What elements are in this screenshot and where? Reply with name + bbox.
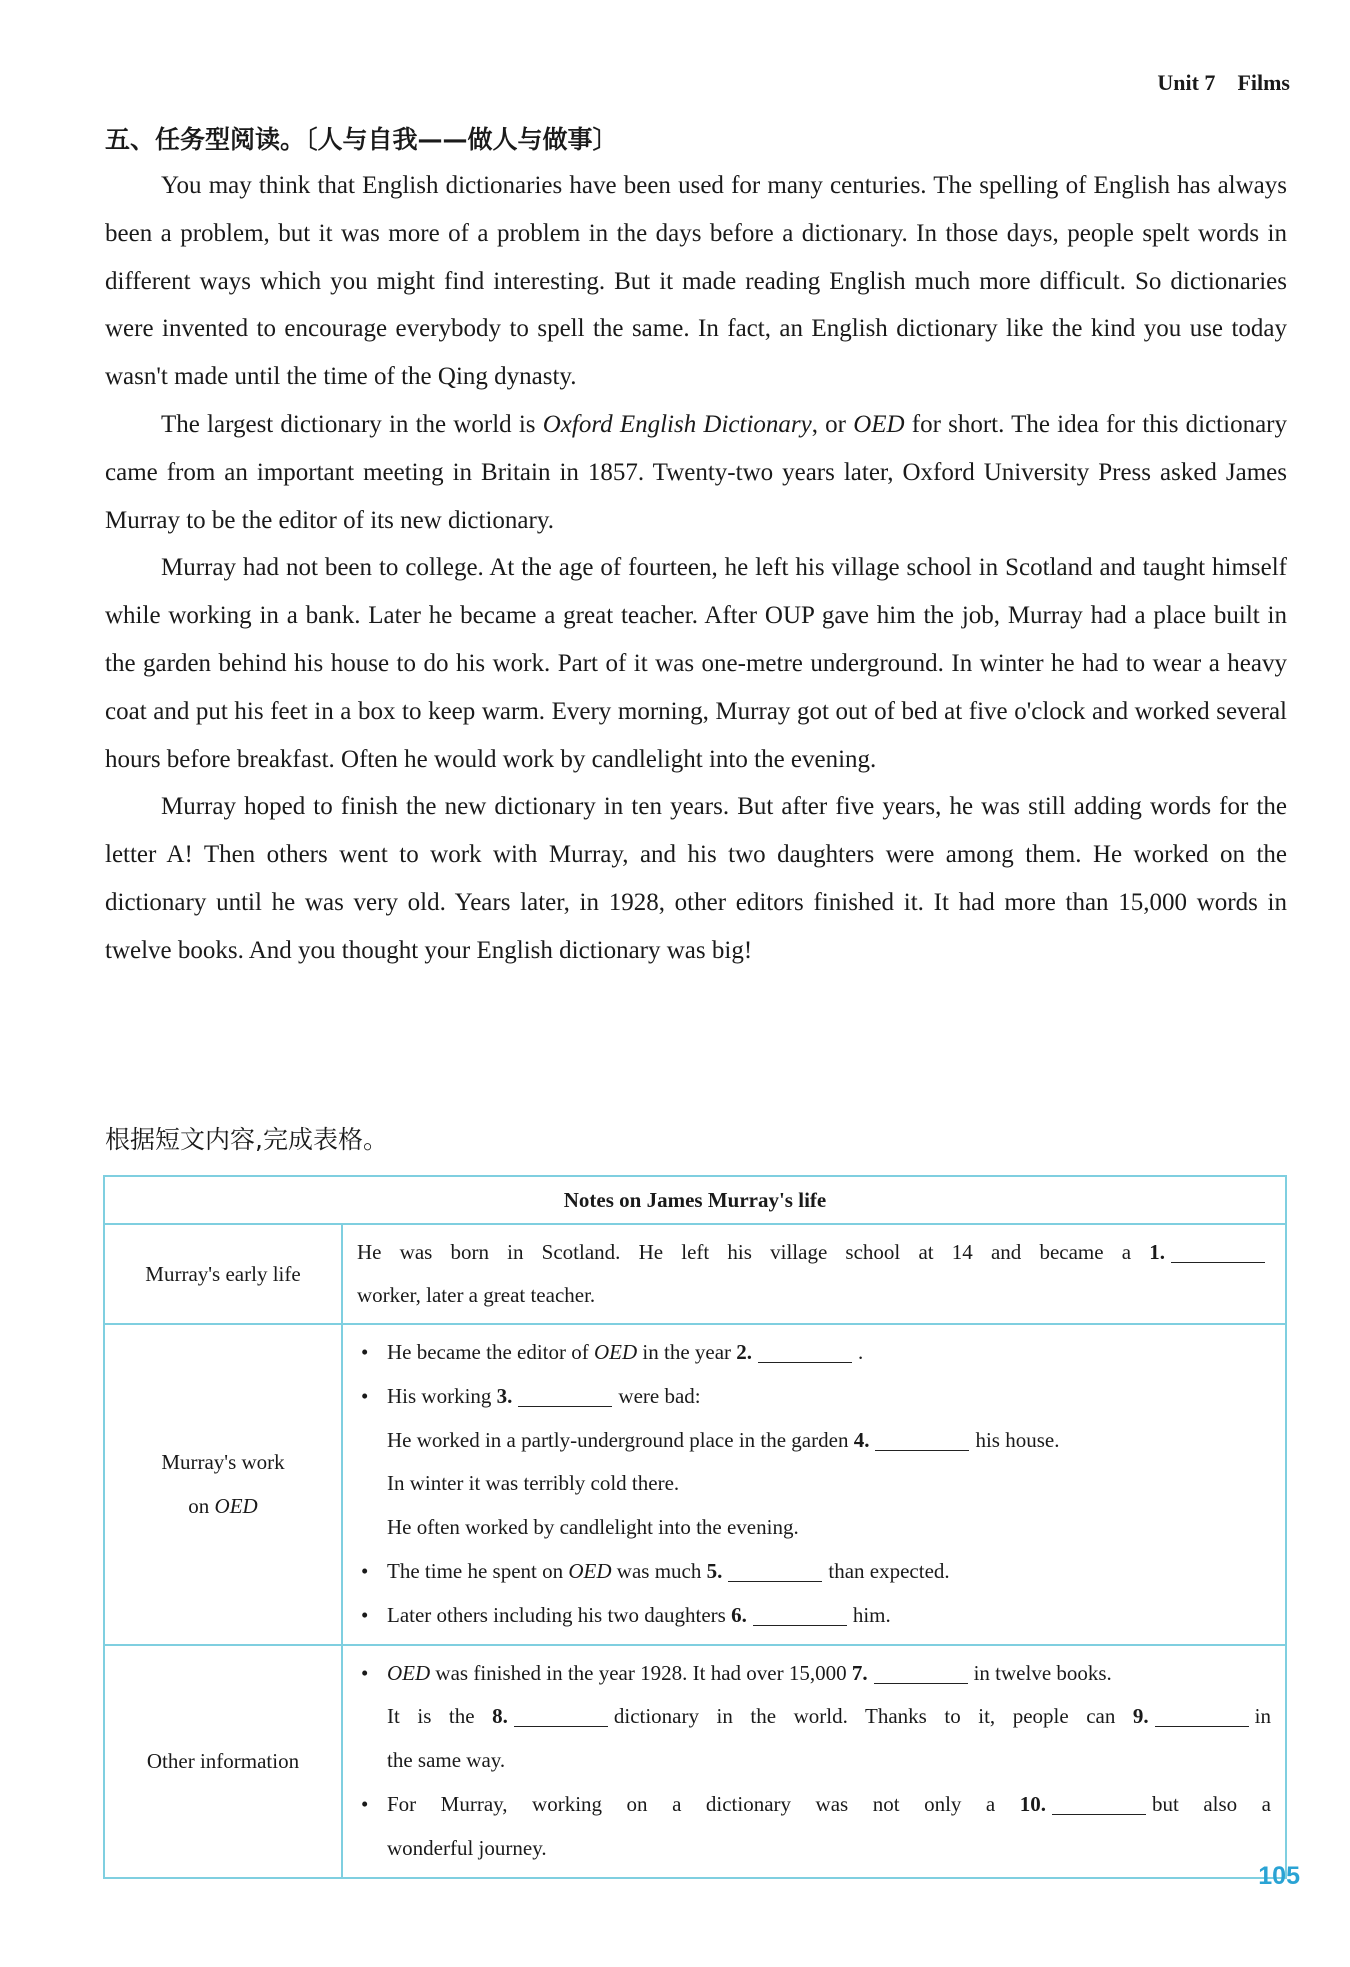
blank-number-8: 8. xyxy=(492,1704,508,1729)
work-label-oed: OED xyxy=(214,1494,258,1519)
blank-number-7: 7. xyxy=(851,1660,868,1685)
text: For Murray, working on a dictionary was not only a xyxy=(387,1791,1020,1816)
answer-blank-7[interactable] xyxy=(874,1682,968,1684)
paragraph-2 xyxy=(105,401,1287,544)
early-life-line-1 xyxy=(357,1231,1271,1274)
oed: OED xyxy=(594,1340,638,1364)
other-bullet-2 xyxy=(357,1783,1271,1827)
blank-number-10: 10. xyxy=(1019,1791,1046,1816)
answer-blank-6[interactable] xyxy=(753,1624,847,1626)
text: dictionary in the world. Thanks to it, people can xyxy=(613,1704,1133,1729)
work-label-line-1: Murray's work xyxy=(161,1450,285,1475)
text: The time he spent on xyxy=(387,1558,569,1583)
text: in xyxy=(1254,1704,1271,1729)
text: He became the editor of xyxy=(387,1340,594,1364)
other-bullet-1 xyxy=(357,1652,1271,1696)
p2-text-c: for short. The idea for this dictionary came from an important meeting in Britain in 1857. Twenty-two years later, Oxford University Press asked James Murray to be the editor of its new dictionary. xyxy=(105,410,1287,534)
text: were bad: xyxy=(618,1383,701,1408)
text: . xyxy=(858,1340,864,1364)
work-sub-1 xyxy=(357,1419,1271,1463)
other-line-2 xyxy=(357,1695,1271,1739)
text: was finished in the year 1928. It had over 15,000 xyxy=(430,1660,852,1685)
early-life-content xyxy=(342,1224,1286,1324)
paragraph-1: You may think that English dictionaries have been used for many centuries. The spelling of English has always been a problem, but it was more of a problem in the days before a dictionary. In those days, people spelt words in different ways which you might find interesting. But it made reading English much more difficult. So dictionaries were invented to encourage everybody to spell the same. In fact, an English dictionary like the kind you use today wasn't made until the time of the Qing dynasty. xyxy=(105,172,1287,391)
text: It is the xyxy=(387,1704,493,1729)
other-line-3: the same way. xyxy=(387,1748,506,1773)
p2-text-a: The largest dictionary in the world is xyxy=(161,410,543,438)
oed: OED xyxy=(387,1660,431,1685)
work-label xyxy=(104,1324,342,1645)
work-label-line-2 xyxy=(109,1484,337,1528)
blank-number-2: 2. xyxy=(736,1340,753,1364)
oed: OED xyxy=(568,1558,612,1583)
text: He worked in a partly-underground place in the garden xyxy=(387,1427,854,1452)
text: but also a xyxy=(1152,1791,1272,1816)
unit-title: Films xyxy=(1237,70,1290,95)
blank-number-4: 4. xyxy=(853,1427,870,1452)
text: him. xyxy=(852,1602,891,1627)
early-life-label: Murray's early life xyxy=(104,1224,342,1324)
answer-blank-10[interactable] xyxy=(1052,1813,1146,1815)
work-bullet-4 xyxy=(357,1594,1271,1638)
answer-blank-3[interactable] xyxy=(518,1405,612,1407)
paragraph-3: Murray had not been to college. At the age of fourteen, he left his village school in Scotland and taught himself while working in a bank. Later he became a great teacher. After OUP gave him the job, Murray had a place built in the garden behind his house to do his work. Part of it was one-metre underground. In winter he had to wear a heavy coat and put his feet in a box to keep warm. Every morning, Murray got out of bed at five o'clock and worked several hours before breakfast. Often he would work by candlelight into the evening. xyxy=(105,554,1287,773)
work-bullet-1 xyxy=(357,1331,1271,1375)
other-content xyxy=(342,1645,1286,1878)
work-content xyxy=(342,1324,1286,1645)
work-sub-3: He often worked by candlelight into the evening. xyxy=(387,1515,799,1540)
blank-number-1: 1. xyxy=(1149,1240,1166,1264)
table-row-work xyxy=(104,1324,1286,1645)
notes-table xyxy=(103,1175,1287,1879)
unit-label: Unit 7 xyxy=(1157,70,1216,95)
dictionary-title: Oxford English Dictionary xyxy=(542,410,812,438)
early-life-line-2: worker, later a great teacher. xyxy=(357,1283,596,1307)
table-row-early-life xyxy=(104,1224,1286,1324)
work-bullet-3 xyxy=(357,1550,1271,1594)
blank-number-6: 6. xyxy=(731,1602,747,1627)
answer-blank-9[interactable] xyxy=(1155,1725,1249,1727)
other-line-4: wonderful journey. xyxy=(387,1835,547,1860)
text: his house. xyxy=(975,1427,1060,1452)
text: than expected. xyxy=(828,1558,950,1583)
table-row-other xyxy=(104,1645,1286,1878)
blank-number-3: 3. xyxy=(496,1383,513,1408)
early-life-text: He was born in Scotland. He left his village school at 14 and became a xyxy=(357,1240,1132,1264)
work-bullet-2 xyxy=(357,1375,1271,1419)
text: in twelve books. xyxy=(973,1660,1112,1685)
text: His working xyxy=(387,1383,497,1408)
text: in the year xyxy=(637,1340,737,1364)
page-number: 105 xyxy=(1258,1862,1300,1890)
page-header xyxy=(1157,70,1290,96)
answer-blank-2[interactable] xyxy=(758,1361,852,1363)
instruction: 根据短文内容,完成表格。 xyxy=(105,1125,388,1154)
paragraph-4: Murray hoped to finish the new dictionary in ten years. But after five years, he was still adding words for the letter A! Then others went to work with Murray, and his two daughters were among them. He worked on the dictionary until he was very old. Years later, in 1928, other editors finished it. It had more than 15,000 words in twelve books. And you thought your English dictionary was big! xyxy=(105,793,1287,964)
other-label: Other information xyxy=(104,1645,342,1878)
table-title: Notes on James Murray's life xyxy=(104,1176,1286,1224)
answer-blank-5[interactable] xyxy=(728,1580,822,1582)
text: was much xyxy=(611,1558,707,1583)
answer-blank-4[interactable] xyxy=(875,1449,969,1451)
reading-passage xyxy=(105,162,1287,975)
text: Later others including his two daughters xyxy=(387,1602,732,1627)
work-label-on: on xyxy=(188,1494,215,1519)
answer-blank-8[interactable] xyxy=(514,1725,608,1727)
blank-number-9: 9. xyxy=(1132,1704,1149,1729)
oed-abbr: OED xyxy=(853,410,905,438)
answer-blank-1[interactable] xyxy=(1171,1261,1265,1263)
p2-text-b: , or xyxy=(811,410,854,438)
section-title: 五、任务型阅读。〔人与自我——做人与做事〕 xyxy=(105,125,618,154)
work-sub-2: In winter it was terribly cold there. xyxy=(387,1471,680,1496)
blank-number-5: 5. xyxy=(706,1558,723,1583)
